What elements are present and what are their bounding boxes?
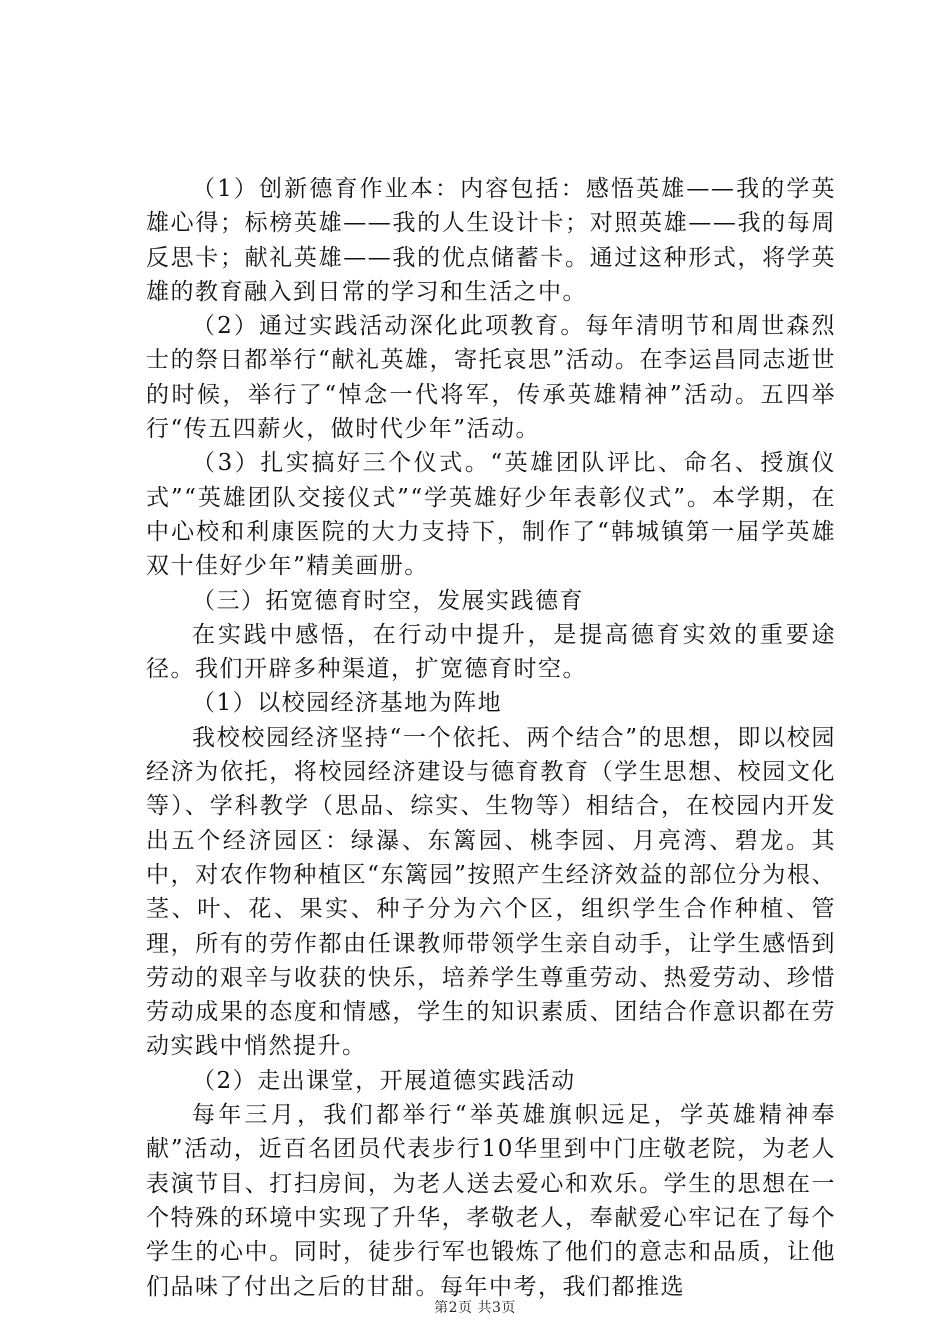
paragraph-5: 在实践中感悟，在行动中提升，是提高德育实效的重要途径。我们开辟多种渠道，扩宽德育时空。 [146,621,836,683]
subheading-2: （2）走出课堂，开展道德实践活动 [192,1067,576,1094]
document-body [146,172,836,1304]
subheading-1: （1）以校园经济基地为阵地 [192,690,503,717]
paragraph-1: （1）创新德育作业本：内容包括：感悟英雄——我的学英雄心得；标榜英雄——我的人生设计卡；对照英雄——我的每周反思卡；献礼英雄——我的优点储蓄卡。通过这种形式，将学英雄的教育融入到日常的学习和生活之中。 [146,176,836,305]
paragraph-3: （3）扎实搞好三个仪式。“英雄团队评比、命名、授旗仪式”“英雄团队交接仪式”“学英雄好少年表彰仪式”。本学期，在中心校和利康医院的大力支持下，制作了“韩城镇第一届学英雄双十佳好少年”精美画册。 [146,450,836,580]
paragraph-7: 我校校园经济坚持“一个依托、两个结合”的思想，即以校园经济为依托，将校园经济建设与德育教育（学生思想、校园文化等）、学科教学（思品、综实、生物等）相结合，在校园内开发出五个经济园区：绿瀑、东篱园、桃李园、月亮湾、碧龙。其中，对农作物种植区“东篱园”按照产生经济效益的部位分为根、茎、叶、花、果实、种子分为六个区，组织学生合作种植、管理，所有的劳作都由任课教师带领学生亲自动手，让学生感悟到劳动的艰辛与收获的快乐，培养学生尊重劳动、热爱劳动、珍惜劳动成果的态度和情感，学生的知识素质、团结合作意识都在劳动实践中悄然提升。 [146,724,836,1060]
paragraph-2: （2）通过实践活动深化此项教育。每年清明节和周世森烈士的祭日都举行“献礼英雄，寄托哀思”活动。在李运昌同志逝世的时候，举行了“悼念一代将军，传承英雄精神”活动。五四举行“传五四薪火，做时代少年”活动。 [146,313,836,443]
section-heading: （三）拓宽德育时空，发展实践德育 [192,587,584,614]
page-footer: 第2页 共3页 [434,1300,516,1316]
paragraph-9: 每年三月，我们都举行“举英雄旗帜远足，学英雄精神奉献”活动，近百名团员代表步行10华里到中门庄敬老院，为老人表演节目、打扫房间，为老人送去爱心和欢乐。学生的思想在一个特殊的环境中实现了升华，孝敬老人，奉献爱心牢记在了每个学生的心中。同时，徒步行军也锻炼了他们的意志和品质，让他们品味了付出之后的甘甜。每年中考，我们都推选 [146,1102,836,1300]
